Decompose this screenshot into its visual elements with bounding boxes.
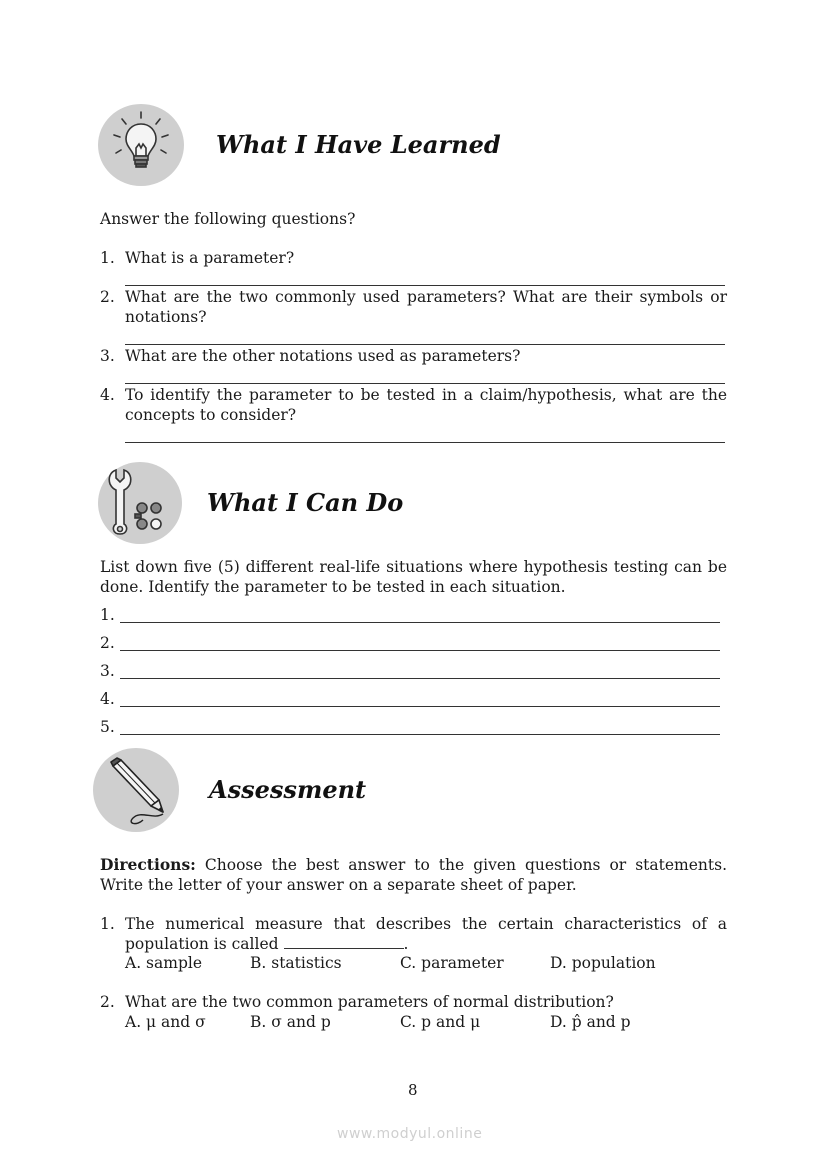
question-number: 2. [100,288,115,306]
directions [100,855,727,895]
question-number: 2. [100,993,115,1011]
question-number: 1. [100,915,115,933]
option-c[interactable]: C. parameter [400,954,504,972]
option-d[interactable]: D. population [550,954,656,972]
page-number: 8 [408,1081,418,1099]
question-text: What is a parameter? [125,249,295,267]
answer-line[interactable] [125,383,725,384]
question-number: 4. [100,386,115,404]
answer-line[interactable] [125,285,725,286]
lightbulb-icon [98,104,184,186]
answer-line[interactable] [120,678,720,679]
section-title-what-i-can-do: What I Can Do [207,488,404,517]
list-item-number: 5. [100,718,115,736]
directions-label: Directions: [100,855,196,874]
question-number: 1. [100,249,115,267]
question-text: What are the two commonly used parameters? What are their symbols or notations? [125,288,727,326]
fill-in-blank [284,934,404,949]
answer-line[interactable] [120,734,720,735]
answer-line[interactable] [125,442,725,443]
section-title-assessment: Assessment [209,775,367,804]
option-a[interactable]: A. sample [125,954,202,972]
wrench-icon [98,462,182,544]
section1-intro: Answer the following questions? [100,210,356,228]
option-d[interactable]: D. p̂ and p [550,1013,631,1031]
list-item-number: 3. [100,662,115,680]
option-a[interactable]: A. μ and σ [125,1013,206,1031]
question-text-body: The numerical measure that describes the certain characteristics of a population is called [125,915,727,953]
question-text: What are the other notations used as parameters? [125,347,521,365]
list-item-number: 1. [100,606,115,624]
question-text: The numerical measure that describes the certain characteristics of a population is called . [125,915,727,953]
pencil-icon [93,748,179,832]
list-item-number: 4. [100,690,115,708]
answer-line[interactable] [120,706,720,707]
option-c[interactable]: C. p and μ [400,1013,481,1031]
answer-line[interactable] [120,650,720,651]
directions-text: Choose the best answer to the given questions or statements. Write the letter of your answer on a separate sheet of paper. [100,856,728,894]
list-item-number: 2. [100,634,115,652]
question-number: 3. [100,347,115,365]
section-title-what-i-have-learned: What I Have Learned [216,130,501,159]
watermark: www.modyul.online [337,1126,483,1142]
question-text: What are the two common parameters of normal distribution? [125,993,614,1011]
section2-intro: List down five (5) different real-life situations where hypothesis testing can be done. Identify the parameter to be tested in each situation. [100,558,727,596]
answer-line[interactable] [120,622,720,623]
answer-line[interactable] [125,344,725,345]
option-b[interactable]: B. σ and p [250,1013,331,1031]
option-b[interactable]: B. statistics [250,954,342,972]
question-text: To identify the parameter to be tested in a claim/hypothesis, what are the concepts to consider? [125,386,727,424]
